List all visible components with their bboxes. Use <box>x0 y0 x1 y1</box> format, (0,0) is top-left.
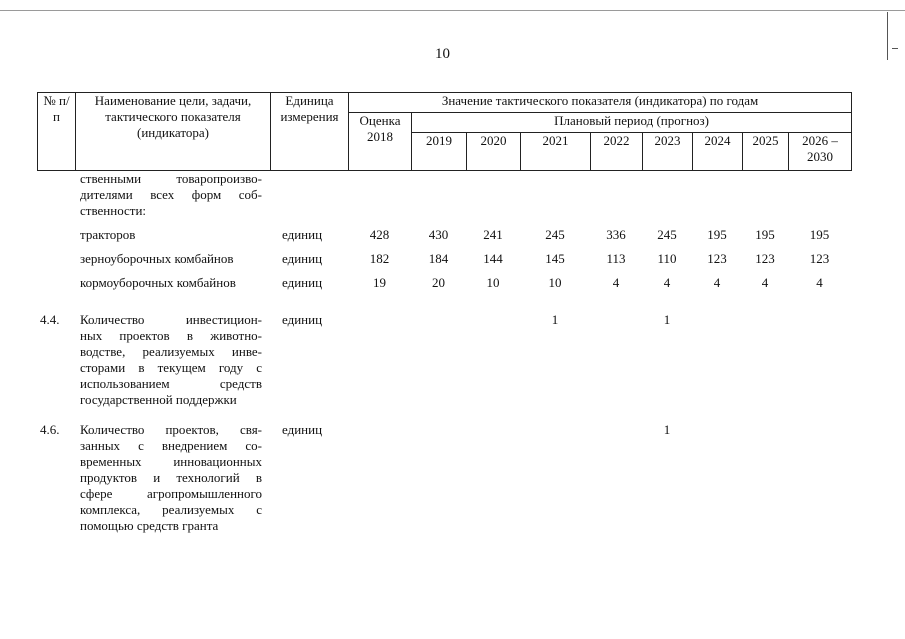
header-year: 2024 <box>693 133 743 171</box>
row-value: 10 <box>486 275 500 290</box>
row-name-line: Количество инвестицион- <box>80 312 262 327</box>
row-value: 1 <box>663 312 671 327</box>
header-plan-period: Плановый период (прогноз) <box>412 113 852 133</box>
row-value: 4 <box>816 275 823 290</box>
row-name-line: использованием средств <box>80 376 262 391</box>
row-name <box>80 422 262 534</box>
row-value: 245 <box>657 227 677 242</box>
row-name-line: продуктов и технологий в <box>80 470 262 485</box>
row-value: 245 <box>545 227 565 242</box>
row-value: 430 <box>428 227 449 242</box>
row-number: 4.6. <box>40 422 60 437</box>
row-value: 241 <box>483 227 503 242</box>
row-name-line: временных инновационных <box>80 454 262 469</box>
row-name-line: ственными товаропроизво- <box>80 171 262 186</box>
scan-border-line <box>0 10 905 11</box>
scan-mark <box>892 48 898 49</box>
row-name-line: занных с внедрением со- <box>80 438 262 453</box>
header-year: 2019 <box>412 133 467 171</box>
row-value: 195 <box>809 227 830 242</box>
row-unit: единиц <box>282 227 323 242</box>
row-name-line: водстве, реализуемых инве- <box>80 344 262 359</box>
row-value: 123 <box>707 251 727 266</box>
row-value: 4 <box>713 275 721 290</box>
row-name-line: ных проектов в животно- <box>80 328 262 343</box>
row-value: 1 <box>663 422 671 437</box>
row-value: 123 <box>809 251 830 266</box>
table-header <box>37 92 852 171</box>
row-name <box>80 312 262 408</box>
page-number: 10 <box>435 46 450 62</box>
row-name-line: комплекса, реализуемых с <box>80 502 262 517</box>
scan-mark <box>887 12 888 60</box>
row-value: 144 <box>483 251 503 266</box>
header-year: 2020 <box>467 133 521 171</box>
header-num: № п/п <box>38 93 76 171</box>
row-value: 145 <box>545 251 565 266</box>
row-value: 4 <box>663 275 671 290</box>
row-unit: единиц <box>282 275 323 290</box>
row-unit: единиц <box>282 422 323 437</box>
row-value: 336 <box>606 227 626 242</box>
header-values-group: Значение тактического показателя (индикатора) по годам <box>349 93 852 113</box>
row-name-line: тракторов <box>80 227 136 242</box>
row-unit: единиц <box>282 312 323 327</box>
header-year: 2022 <box>591 133 643 171</box>
header-year: 2025 <box>743 133 789 171</box>
header-unit: Единица измерения <box>271 93 349 171</box>
row-name <box>80 275 306 291</box>
row-name-line: государственной поддержки <box>80 392 237 407</box>
row-unit: единиц <box>282 251 323 266</box>
row-value: 110 <box>657 251 677 266</box>
header-estimate: Оценка 2018 <box>349 113 412 171</box>
row-name <box>80 227 306 243</box>
row-name-line: сфере агропромышленного <box>80 486 262 501</box>
row-number: 4.4. <box>40 312 60 327</box>
row-name <box>80 251 306 267</box>
row-value: 19 <box>373 275 386 290</box>
row-name-line: кормоуборочных комбайнов <box>80 275 236 290</box>
row-name-line: зерноуборочных комбайнов <box>80 251 234 266</box>
row-value: 20 <box>432 275 445 290</box>
row-value: 113 <box>606 251 626 266</box>
row-value: 123 <box>755 251 775 266</box>
row-value: 195 <box>707 227 727 242</box>
header-name: Наименование цели, задачи, тактического показателя (индикатора) <box>76 93 271 171</box>
header-year: 2026 – 2030 <box>789 133 852 171</box>
row-value: 1 <box>551 312 559 327</box>
row-value: 184 <box>428 251 449 266</box>
row-name-line: ственности: <box>80 203 147 218</box>
row-name-line: Количество проектов, свя- <box>80 422 262 437</box>
header-year: 2021 <box>521 133 591 171</box>
row-name-line: помощью средств гранта <box>80 518 219 533</box>
row-name-line: дителями всех форм соб- <box>80 187 262 202</box>
header-year: 2023 <box>643 133 693 171</box>
row-value: 4 <box>612 275 620 290</box>
row-value: 195 <box>755 227 775 242</box>
row-name-line: сторами в текущем году с <box>80 360 262 375</box>
row-name <box>80 171 262 219</box>
row-value: 182 <box>369 251 390 266</box>
row-value: 4 <box>761 275 769 290</box>
row-value: 10 <box>548 275 562 290</box>
row-value: 428 <box>369 227 390 242</box>
